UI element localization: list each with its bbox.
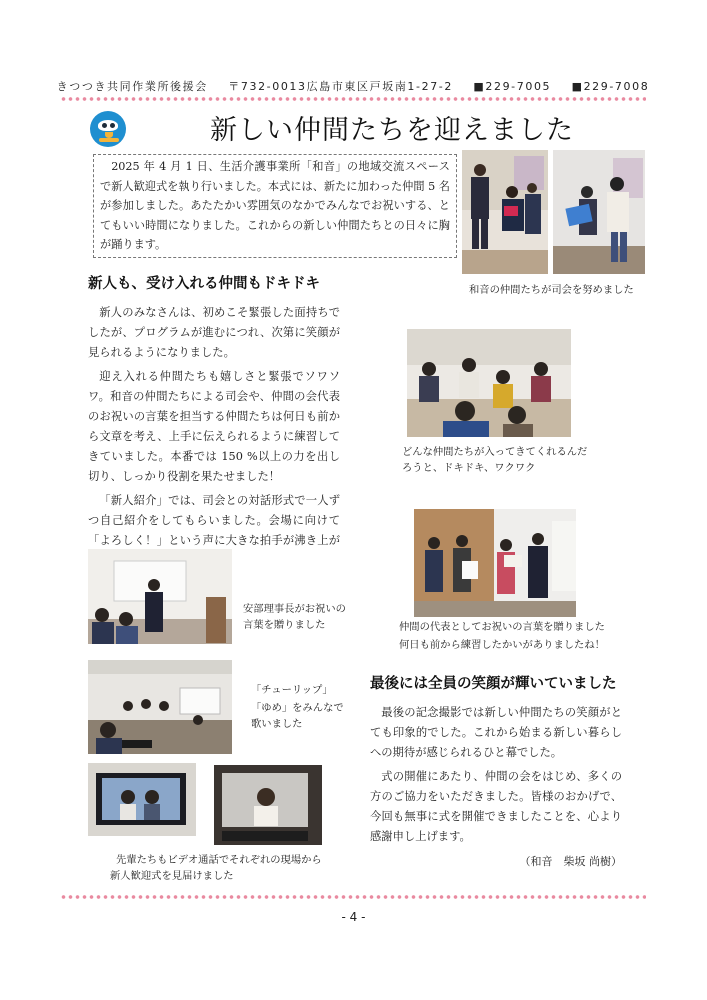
photo-video-call-right [214,765,322,845]
caption-mc: 和音の仲間たちが司会を努めました [469,284,634,296]
page-title: 新しい仲間たちを迎えました [210,115,574,146]
header-address: 〒732-0013広島市東区戸坂南1-27-2 [228,80,453,93]
section-heading-newcomers: 新人も、受け入れる仲間もドキドキ [88,276,320,292]
caption-singing-1: 「チューリップ」 [251,684,333,696]
photo-director [88,549,232,644]
caption-director-2: 言葉を贈りました [243,619,326,631]
paragraph: 「新人紹介」では、司会との対話形式で一人ずつ自己紹介をしてもらいました。会場に向けて「よろしく！」という声に大きな拍手が沸き上が [88,494,340,547]
header-organization: きつつき共同作業所後援会 [56,80,208,93]
paragraph: 式の開催にあたり、仲間の会をはじめ、多くの方のご協力をいただきました。皆様のおかげで、今回も無事に式を開催できましたことを、心より感謝申し上げます。 [370,770,622,843]
header-line [48,78,658,94]
caption-representatives-2: 何日も前から練習したかいがありましたね！ [399,639,605,651]
caption-video-call-1: 先輩たちもビデオ通話でそれぞれの現場から [116,854,322,866]
woodpecker-logo-icon [90,111,126,147]
caption-representatives-1: 仲間の代表としてお祝いの言葉を贈りました [399,621,605,633]
top-dotted-divider [60,96,646,102]
section-closing [370,676,622,869]
photo-video-call-left [88,763,196,836]
paragraph: 新人のみなさんは、初めこそ緊張した面持ちでしたが、プログラムが進むにつれ、次第に笑顔が見られるようになりました。 [88,306,340,359]
photo-audience [407,329,571,437]
header-fax: ■229-7008 [571,80,650,93]
caption-singing-2: 「ゆめ」をみんなで [251,702,344,714]
bottom-dotted-divider [60,894,646,900]
paragraph: 最後の記念撮影では新しい仲間たちの笑顔がとても印象的でした。これから始まる新しい暮らしへの期待が感じられるひと幕でした。 [370,706,622,759]
page-number: - 4 - [341,910,366,924]
photo-singing [88,660,232,754]
caption-audience-2: ろうと、ドキドキ、ワクワク [402,462,536,474]
photo-mc-left [462,150,548,274]
caption-audience-1: どんな仲間たちが入ってきてくれるんだ [402,446,588,458]
signature: （和音 柴坂 尚樹） [519,855,622,868]
photo-representatives [414,509,576,617]
intro-box: 2025 年 4 月 1 日、生活介護事業所「和音」の地域交流スペースで新人歓迎式を執り行いました。本式には、新たに加わった仲間 5 名が参加しました。あたたかい雰囲気のなかでみんなでお祝いする、とてもいい時間になりました。これからの新しい仲間たちとの日々に胸が踊ります。 [93,154,457,258]
photo-mc-right [553,150,645,274]
caption-director-1: 安部理事長がお祝いの [243,603,346,615]
section-newcomers [88,276,340,575]
header-tel: ■229-7005 [473,80,552,93]
section-heading-closing: 最後には全員の笑顔が輝いていました [370,676,617,692]
caption-singing-3: 歌いました [251,718,303,730]
caption-video-call-2: 新人歓迎式を見届けました [110,870,234,882]
paragraph: 迎え入れる仲間たちも嬉しさと緊張でソワソワ。和音の仲間たちによる司会や、仲間の会代表のお祝いの言葉を担当する仲間たちは何日も前から文章を考え、上手に伝えられるように練習してきていました。本番では 150 %以上の力を出し切り、しっかり役割を果たせました！ [88,370,340,483]
